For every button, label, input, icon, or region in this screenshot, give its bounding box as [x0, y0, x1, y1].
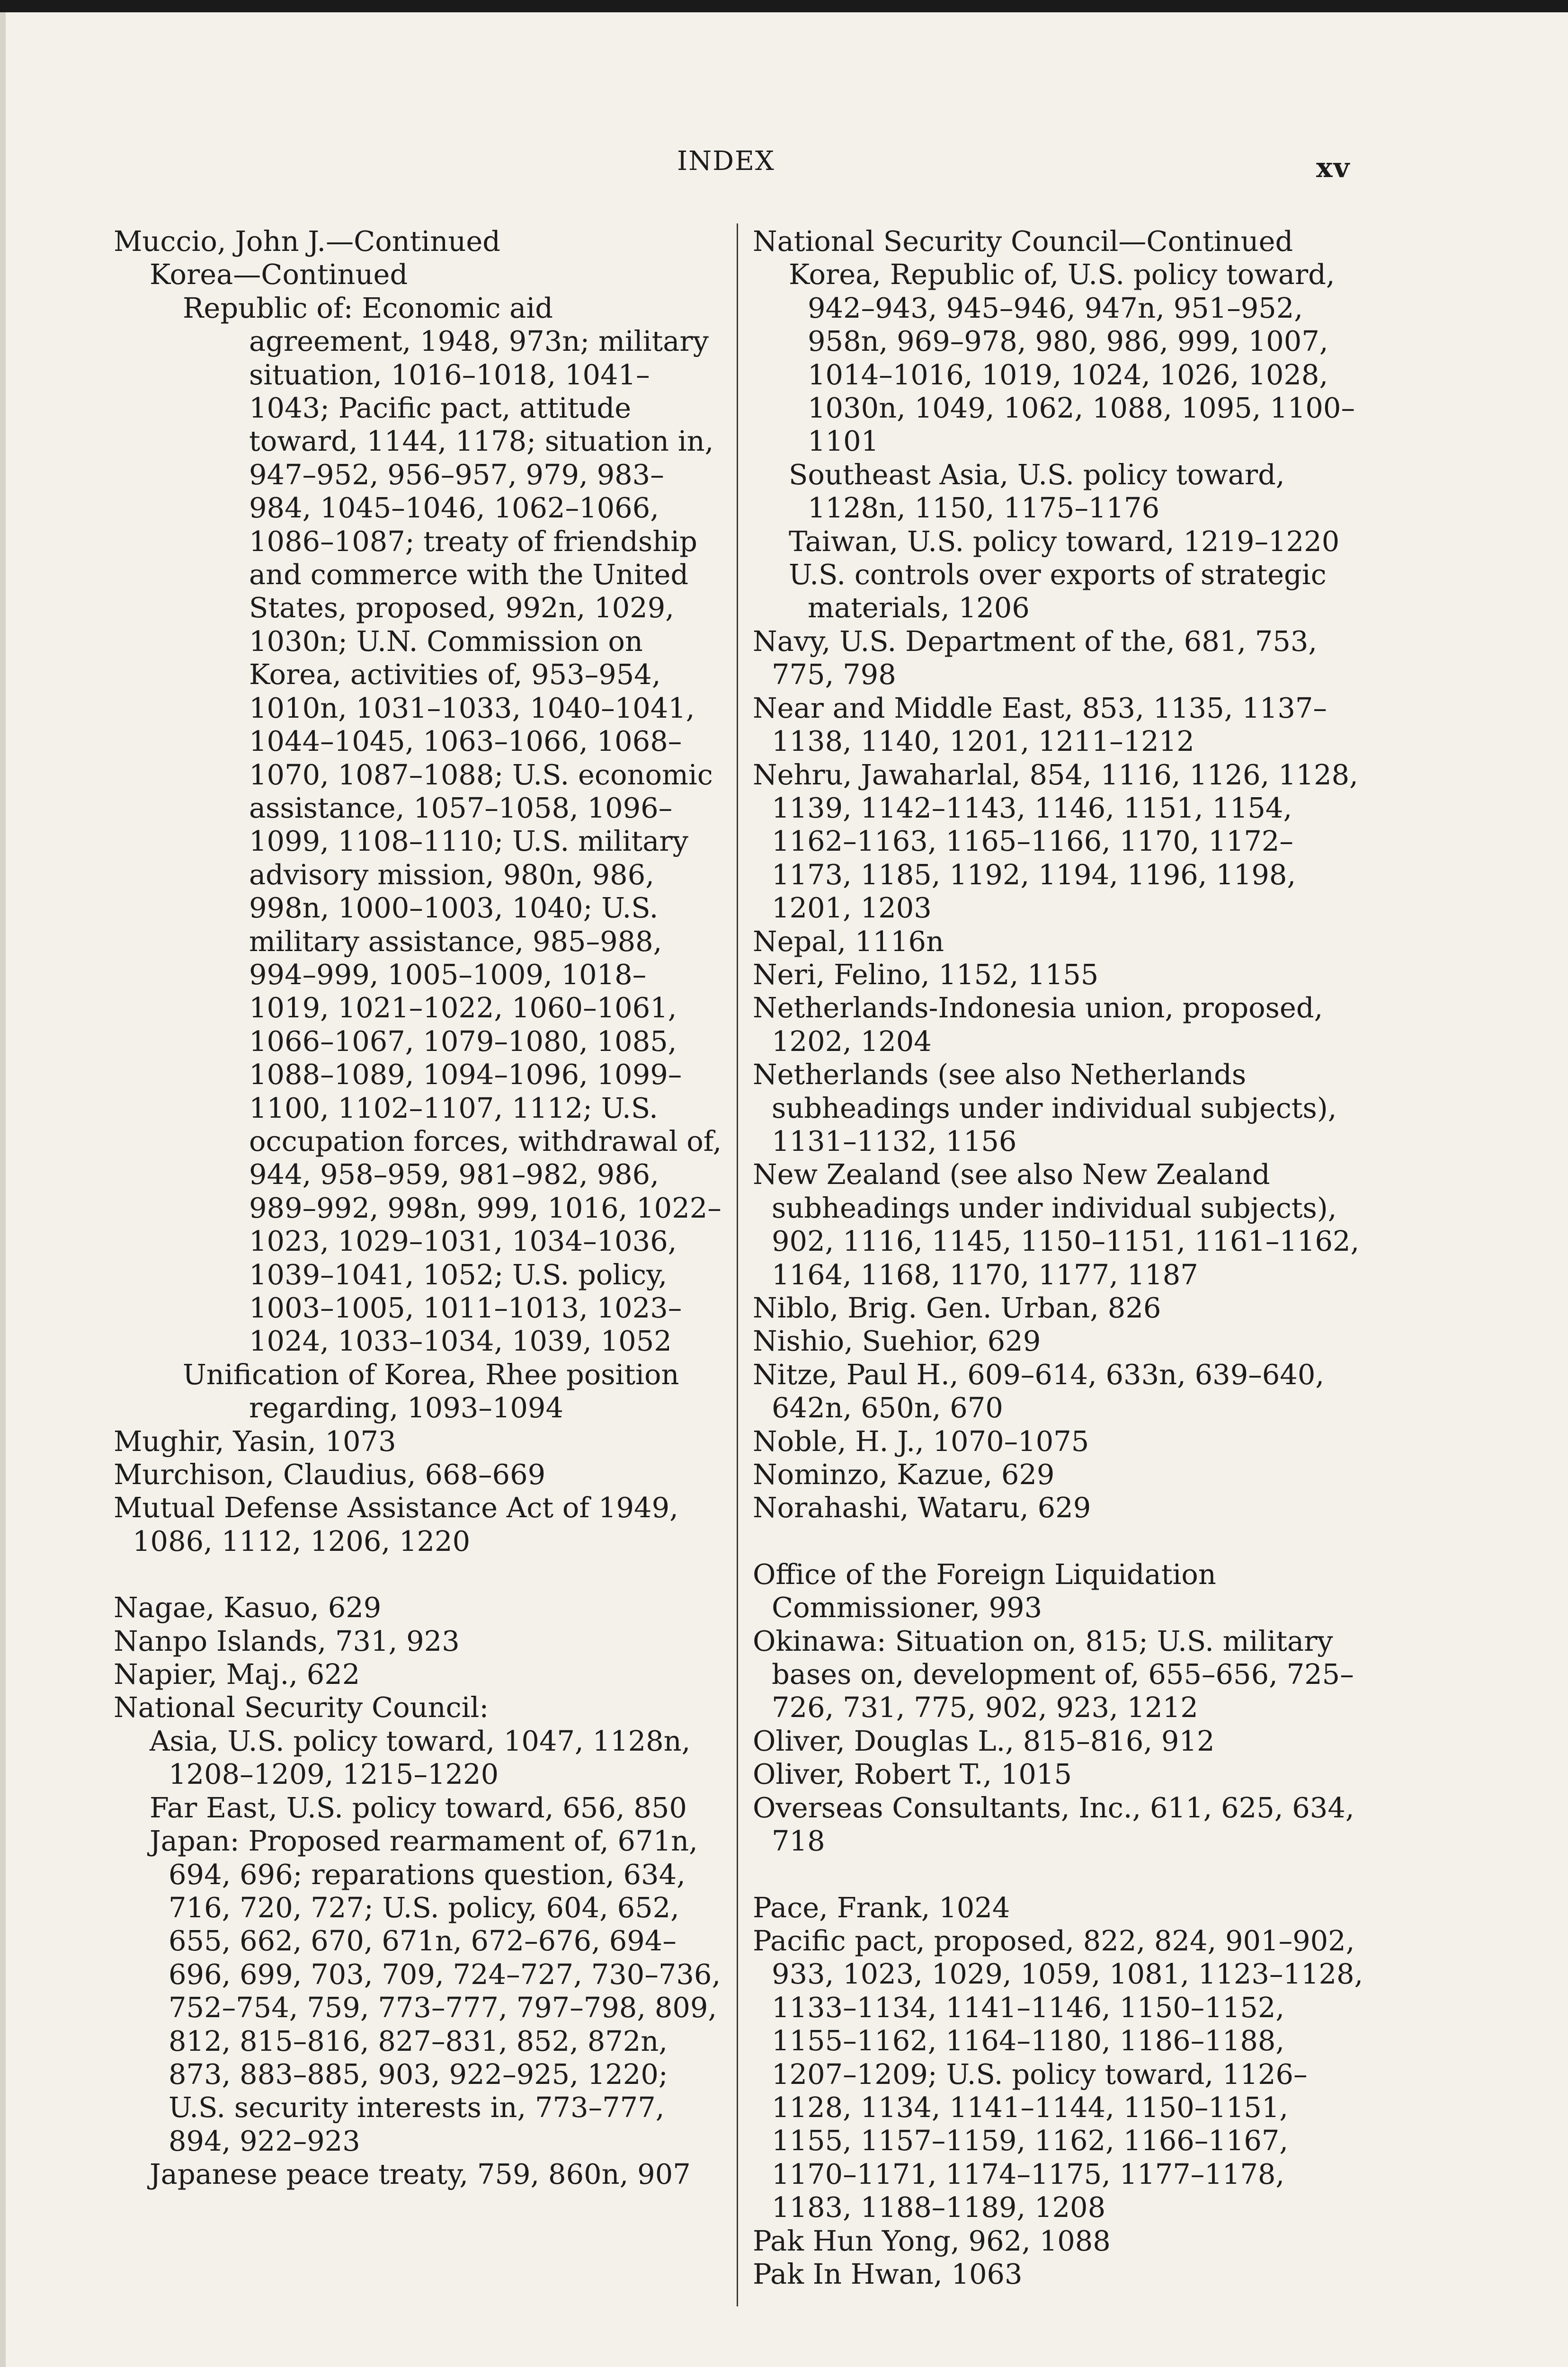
index-entry: Nominzo, Kazue, 629 — [753, 1458, 1055, 1491]
index-entry: Nishio, Suehior, 629 — [753, 1325, 1041, 1358]
page-number: xv — [1316, 151, 1351, 184]
index-entry: Pak Hun Yong, 962, 1088 — [753, 2224, 1111, 2257]
index-entry: Norahashi, Wataru, 629 — [753, 1491, 1091, 1524]
index-entry: Nagae, Kasuo, 629 — [114, 1591, 382, 1624]
index-subentry: Unification of Korea, Rhee position regarding, 1093–1094 — [183, 1358, 679, 1424]
index-entry: Oliver, Robert T., 1015 — [753, 1758, 1072, 1791]
index-subentry: Korea—Continued — [150, 258, 408, 291]
index-subentry: Asia, U.S. policy toward, 1047, 1128n, 1208–1209, 1215–1220 — [150, 1724, 691, 1791]
index-subentry: Japan: Proposed rearmament of, 671n, 694, 696; reparations question, 634, 716, 720, 727; U.S. policy, 604, 652, 655, 662, 670, 671n, 672–676, 694–696, 699, 703, 709, 724–727, 730–736, 752–754, 759, 773–777, 797–798, 809, 812, 815–816, 827–831, 852, 872n, 873, 883–885, 903, 922–925, 1220; U.S. security interests in, 773–777, 894, 922–923 — [150, 1824, 721, 2157]
index-entry: Navy, U.S. Department of the, 681, 753, 775, 798 — [753, 624, 1318, 691]
index-entry: Pace, Frank, 1024 — [753, 1891, 1010, 1924]
index-entry: Niblo, Brig. Gen. Urban, 826 — [753, 1291, 1161, 1324]
index-subentry: Korea, Republic of, U.S. policy toward, 942–943, 945–946, 947n, 951–952, 958n, 969–978, 980, 986, 999, 1007, 1014–1016, 1019, 1024, 1026, 1028, 1030n, 1049, 1062, 1088, 1095, 1100–1101 — [789, 258, 1355, 458]
index-entry: Okinawa: Situation on, 815; U.S. military bases on, development of, 655–656, 725–726, 731, 775, 902, 923, 1212 — [753, 1624, 1354, 1724]
index-entry: Nanpo Islands, 731, 923 — [114, 1624, 460, 1657]
index-entry: Office of the Foreign Liquidation Commissioner, 993 — [753, 1557, 1216, 1624]
scan-top-border — [0, 0, 1568, 12]
index-subentry: Republic of: Economic aid agreement, 1948, 973n; military situation, 1016–1018, 1041–1043; Pacific pact, attitude toward, 1144, 1178; situation in, 947–952, 956–957, 979, 983–984, 1045–1046, 1062–1066, 1086–1087; treaty of friendship and commerce with the United States, proposed, 992n, 1029, 1030n; U.N. Commission on Korea, activities of, 953–954, 1010n, 1031–1033, 1040–1041, 1044–1045, 1063–1066, 1068–1070, 1087–1088; U.S. economic assistance, 1057–1058, 1096–1099, 1108–1110; U.S. military advisory mission, 980n, 986, 998n, 1000–1003, 1040; U.S. military assistance, 985–988, 994–999, 1005–1009, 1018–1019, 1021–1022, 1060–1061, 1066–1067, 1079–1080, 1085, 1088–1089, 1094–1096, 1099–1100, 1102–1107, 1112; U.S. occupation forces, withdrawal of, 944, 958–959, 981–982, 986, 989–992, 998n, 999, 1016, 1022–1023, 1029–1031, 1034–1036, 1039–1041, 1052; U.S. policy, 1003–1005, 1011–1013, 1023–1024, 1033–1034, 1039, 1052 — [183, 291, 722, 1358]
index-entry: Nepal, 1116n — [753, 925, 944, 958]
index-entry: Noble, H. J., 1070–1075 — [753, 1424, 1089, 1458]
index-entry: Mughir, Yasin, 1073 — [114, 1424, 396, 1458]
index-subentry: Far East, U.S. policy toward, 656, 850 — [150, 1791, 687, 1824]
index-subentry: U.S. controls over exports of strategic materials, 1206 — [789, 558, 1327, 624]
index-entry: Oliver, Douglas L., 815–816, 912 — [753, 1724, 1215, 1757]
index-entry: National Security Council: — [114, 1691, 489, 1724]
index-entry: Netherlands-Indonesia union, proposed, 1202, 1204 — [753, 991, 1323, 1058]
index-entry: Overseas Consultants, Inc., 611, 625, 634, 718 — [753, 1791, 1354, 1858]
index-entry: Neri, Felino, 1152, 1155 — [753, 958, 1099, 991]
index-entry: Nitze, Paul H., 609–614, 633n, 639–640, 642n, 650n, 670 — [753, 1358, 1325, 1424]
index-entry: Pak In Hwan, 1063 — [753, 2257, 1023, 2290]
index-entry: Napier, Maj., 622 — [114, 1658, 360, 1691]
index-subentry: Japanese peace treaty, 759, 860n, 907 — [150, 2158, 691, 2191]
index-column-right — [753, 225, 1363, 2291]
index-entry: Murchison, Claudius, 668–669 — [114, 1458, 546, 1491]
letter-section-gap — [753, 1525, 1363, 1558]
letter-section-gap — [753, 1858, 1363, 1891]
index-entry: Nehru, Jawaharlal, 854, 1116, 1126, 1128, 1139, 1142–1143, 1146, 1151, 1154, 1162–1163, 1165–1166, 1170, 1172–1173, 1185, 1192, 1194, 1196, 1198, 1201, 1203 — [753, 758, 1358, 925]
scan-left-edge — [0, 12, 6, 2367]
page-title: INDEX — [677, 146, 775, 177]
index-column-left — [114, 225, 722, 2191]
index-entry: Mutual Defense Assistance Act of 1949, 1086, 1112, 1206, 1220 — [114, 1491, 678, 1557]
running-head — [0, 142, 1568, 184]
index-subentry: Southeast Asia, U.S. policy toward, 1128n, 1150, 1175–1176 — [789, 458, 1285, 525]
index-entry: Pacific pact, proposed, 822, 824, 901–902, 933, 1023, 1029, 1059, 1081, 1123–1128, 1133–1134, 1141–1146, 1150–1152, 1155–1162, 1164–1180, 1186–1188, 1207–1209; U.S. policy toward, 1126–1128, 1134, 1141–1144, 1150–1151, 1155, 1157–1159, 1162, 1166–1167, 1170–1171, 1174–1175, 1177–1178, 1183, 1188–1189, 1208 — [753, 1924, 1363, 2224]
index-subentry: Taiwan, U.S. policy toward, 1219–1220 — [789, 525, 1340, 558]
index-entry: Netherlands (see also Netherlands subheadings under individual subjects), 1131–1132, 1156 — [753, 1058, 1337, 1157]
column-divider — [737, 223, 738, 2306]
index-entry: Near and Middle East, 853, 1135, 1137–1138, 1140, 1201, 1211–1212 — [753, 691, 1327, 758]
index-entry: Muccio, John J.—Continued — [114, 225, 501, 258]
index-entry: New Zealand (see also New Zealand subheadings under individual subjects), 902, 1116, 1145, 1150–1151, 1161–1162, 1164, 1168, 1170, 1177, 1187 — [753, 1158, 1360, 1291]
index-entry: National Security Council—Continued — [753, 225, 1293, 258]
letter-section-gap — [114, 1558, 722, 1591]
